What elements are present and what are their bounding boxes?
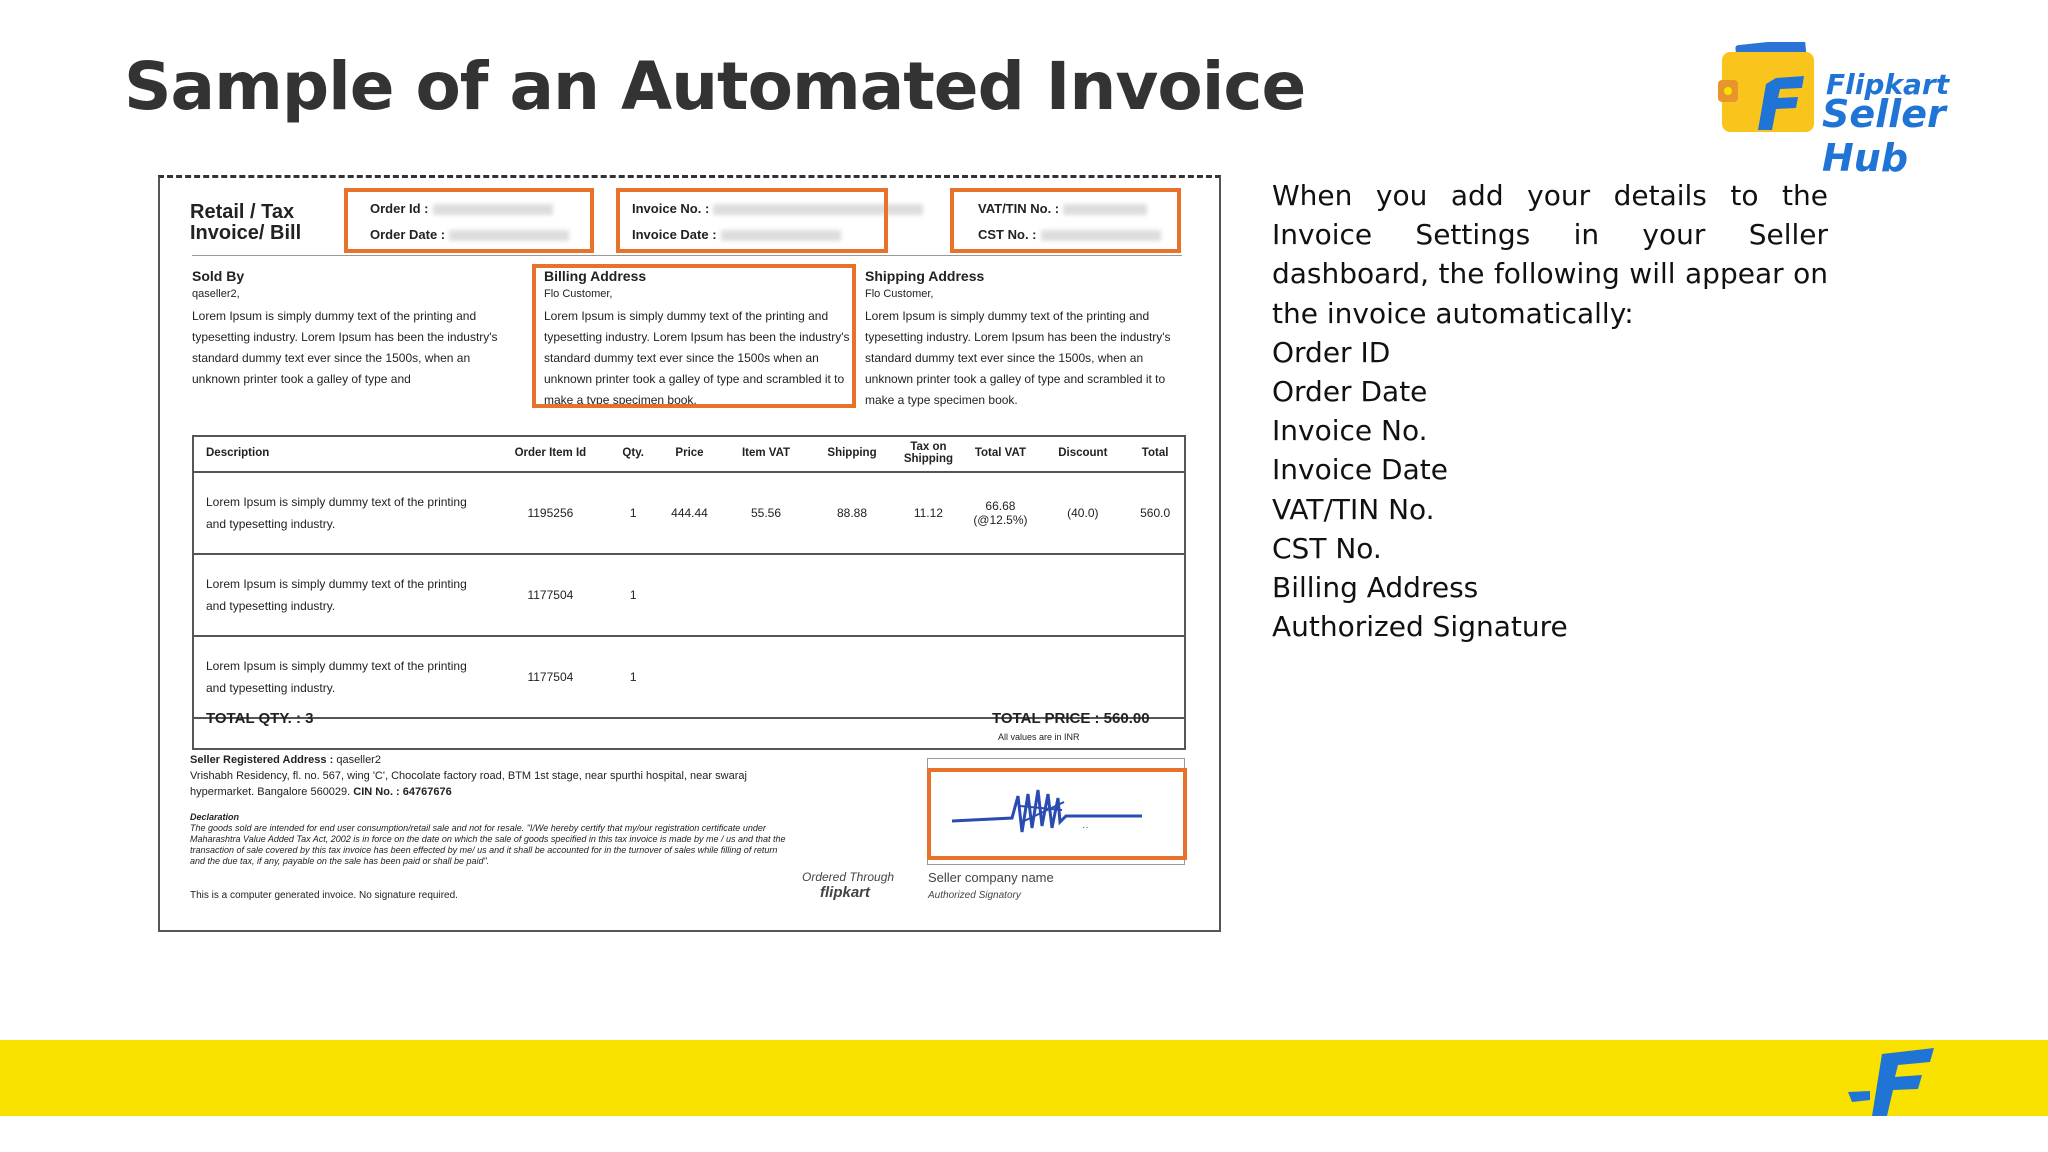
col-total-vat: Total VAT: [961, 435, 1039, 472]
table-row: [192, 636, 1184, 718]
vat-tin-field: VAT/TIN No. :: [978, 201, 1147, 216]
col-item-vat: Item VAT: [723, 435, 808, 472]
highlight-order-box: [344, 188, 594, 253]
logo-text-flipkart: Flipkart: [1826, 68, 1950, 101]
row-price: 444.44: [656, 472, 724, 554]
row-discount: (40.0): [1039, 472, 1126, 554]
col-tax-on-shipping: Tax on Shipping: [895, 435, 961, 472]
billing-text: Lorem Ipsum is simply dummy text of the printing and typesetting industry. Lorem Ipsum has been the industry's standard dummy text ever since the 1500s when an unknown printer took a galley of type and scrambled it to make a type specimen book.: [544, 309, 850, 407]
invoice-sample: [158, 175, 1221, 932]
table-row: [192, 554, 1184, 636]
seller-hub-bag-icon: [1718, 42, 1818, 134]
row-shipping: [809, 554, 896, 636]
row-tax-on-shipping: 11.12: [895, 472, 961, 554]
flipkart-mark: flipkart: [820, 884, 871, 901]
row-item-vat: 55.56: [723, 472, 808, 554]
description-intro: When you add your details to the Invoice Settings in your Seller dashboard, the following will appear on the invoice automatically:: [1272, 179, 1828, 330]
col-price: Price: [656, 435, 724, 472]
ordered-through: Ordered Through: [802, 870, 895, 884]
row-total: [1126, 636, 1184, 718]
declaration-title: Declaration: [190, 812, 240, 822]
order-id-field: Order Id :: [370, 201, 553, 216]
sold-by-section: [192, 268, 510, 390]
highlight-billing-box: [532, 264, 856, 408]
highlight-invoice-box: [616, 188, 888, 253]
row-shipping: [809, 636, 896, 718]
row-description: Lorem Ipsum is simply dummy text of the printing and typesetting industry.: [192, 554, 490, 636]
shipping-name: Flo Customer,: [865, 288, 934, 300]
highlight-signature-box: [927, 768, 1187, 860]
list-item: Invoice No.: [1272, 414, 1428, 448]
computer-generated-note: This is a computer generated invoice. No signature required.: [190, 890, 458, 901]
shipping-section: [865, 268, 1183, 411]
row-price: [656, 636, 724, 718]
sold-by-name: qaseller2,: [192, 288, 240, 300]
row-tax-on-shipping: [895, 636, 961, 718]
list-item: Order Date: [1272, 375, 1428, 409]
row-item-vat: [723, 636, 808, 718]
sold-by-text: Lorem Ipsum is simply dummy text of the printing and typesetting industry. Lorem Ipsum has been the industry's standard dummy text ever since the 1500s, when an unknown printer took a galley of type and: [192, 309, 498, 386]
sold-by-title: Sold By: [192, 268, 245, 284]
list-item: Order ID: [1272, 335, 1391, 369]
total-price: TOTAL PRICE : 560.00: [992, 710, 1150, 727]
cst-field: CST No. :: [978, 227, 1161, 242]
list-item: Invoice Date: [1272, 453, 1448, 487]
flipkart-f-icon: [1848, 1044, 1938, 1116]
highlight-vat-box: [950, 188, 1181, 253]
row-item-id: 1177504: [490, 636, 611, 718]
row-item-vat: [723, 554, 808, 636]
seller-company-name: Seller company name: [928, 870, 1054, 885]
row-total-vat: 66.68 (@12.5%): [961, 472, 1039, 554]
list-item: VAT/TIN No.: [1272, 492, 1435, 526]
svg-text:‥: ‥: [1082, 820, 1089, 831]
auto-fields-list: [1272, 333, 1828, 647]
slide-title: Sample of an Automated Invoice: [124, 48, 1306, 125]
row-description: Lorem Ipsum is simply dummy text of the printing and typesetting industry.: [192, 636, 490, 718]
col-description: Description: [192, 435, 490, 472]
row-total: 560.0: [1126, 472, 1184, 554]
list-item: Billing Address: [1272, 571, 1479, 605]
table-row: [192, 472, 1184, 554]
row-qty: 1: [611, 636, 656, 718]
row-qty: 1: [611, 554, 656, 636]
row-price: [656, 554, 724, 636]
items-table: [192, 435, 1184, 719]
billing-name: Flo Customer,: [544, 288, 613, 300]
inr-note: All values are in INR: [998, 732, 1080, 742]
declaration-text: The goods sold are intended for end user consumption/retail sale and not for resale. "I/We hereby certify that my/our registration certificate under Maharashtra Value Added Tax Act, 2002 is in force on the date on which the sale of goods specified in this tax invoice is made by me / us and that the transaction of sale covered by this tax invoice has been effected by me/ us and it shall be accounted for in the turnover of sales while filling of return and the due tax, if any, payable on the sale has been paid or shall be paid".: [190, 823, 786, 866]
logo-text-seller-hub: Seller Hub: [1822, 92, 1946, 180]
row-total: [1126, 554, 1184, 636]
row-item-id: 1177504: [490, 554, 611, 636]
row-total-vat: [961, 636, 1039, 718]
col-shipping: Shipping: [809, 435, 896, 472]
invoice-no-field: Invoice No. :: [632, 201, 923, 216]
row-discount: [1039, 554, 1126, 636]
invoice-heading: Retail / Tax Invoice/ Bill: [190, 201, 302, 244]
list-item: CST No.: [1272, 531, 1382, 565]
shipping-text: Lorem Ipsum is simply dummy text of the printing and typesetting industry. Lorem Ipsum has been the industry's standard dummy text ever since the 1500s, when an unknown printer took a galley of type and scrambled it to make a type specimen book.: [865, 309, 1171, 407]
row-item-id: 1195256: [490, 472, 611, 554]
table-header-row: [192, 435, 1184, 472]
billing-title: Billing Address: [544, 268, 647, 284]
row-total-vat: [961, 554, 1039, 636]
order-date-field: Order Date :: [370, 227, 569, 242]
divider: [192, 255, 1182, 256]
list-item: Authorized Signature: [1272, 610, 1568, 644]
footer-bar: [0, 1040, 2048, 1116]
col-total: Total: [1126, 435, 1184, 472]
row-qty: 1: [611, 472, 656, 554]
col-discount: Discount: [1039, 435, 1126, 472]
col-order-item-id: Order Item Id: [490, 435, 611, 472]
shipping-title: Shipping Address: [865, 268, 985, 284]
invoice-date-field: Invoice Date :: [632, 227, 841, 242]
total-qty: TOTAL QTY. : 3: [206, 710, 314, 727]
seller-registered-address: Seller Registered Address : qaseller2 Vrishabh Residency, fl. no. 567, wing 'C', Chocolate factory road, BTM 1st stage, near spurthi hospital, near swaraj hypermarket. Bangalore 560029. CIN No. : 64767676: [190, 754, 747, 798]
declaration: [190, 812, 790, 867]
flipkart-seller-hub-logo: [1710, 38, 2010, 180]
authorized-signatory: Authorized Signatory: [928, 890, 1021, 901]
row-shipping: 88.88: [809, 472, 896, 554]
row-discount: [1039, 636, 1126, 718]
row-description: Lorem Ipsum is simply dummy text of the printing and typesetting industry.: [192, 472, 490, 554]
description-block: [1272, 176, 1828, 646]
row-tax-on-shipping: [895, 554, 961, 636]
col-qty: Qty.: [611, 435, 656, 472]
